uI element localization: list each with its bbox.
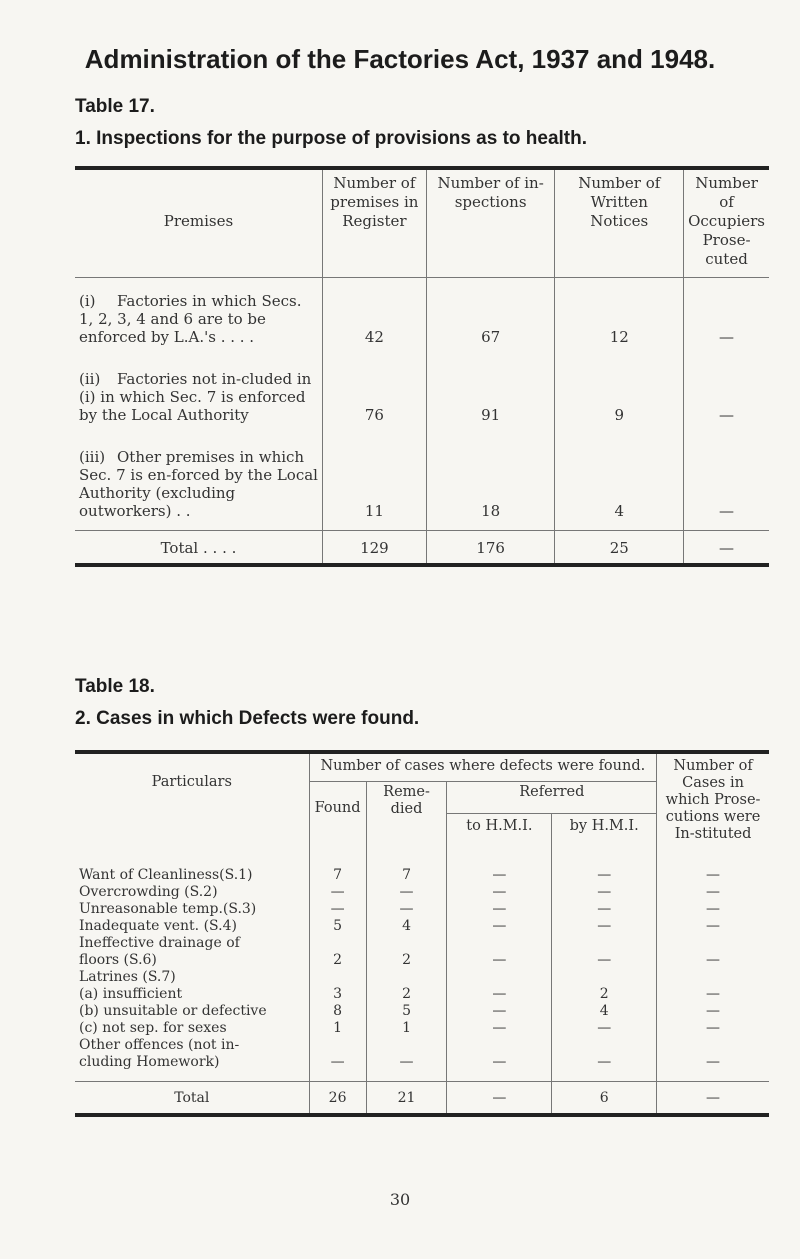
cell-value bbox=[366, 935, 447, 952]
particulars-cell: Inadequate vent. (S.4) bbox=[79, 918, 237, 934]
t18-col-found: Found bbox=[309, 782, 366, 854]
t18-col-remedied: Reme-died bbox=[366, 782, 447, 854]
t18-col-referred: Referred bbox=[447, 782, 657, 814]
cell-value: 2 bbox=[366, 986, 447, 1003]
cell-value: — bbox=[657, 853, 769, 884]
table17 bbox=[75, 166, 769, 567]
table-row bbox=[75, 986, 769, 1003]
cell-value bbox=[552, 969, 657, 986]
cell-value: 25 bbox=[555, 531, 684, 566]
cell-value: 5 bbox=[366, 1003, 447, 1020]
t17-col-premises: Premises bbox=[75, 168, 322, 278]
page-title: Administration of the Factories Act, 1937 and 1948. bbox=[84, 44, 716, 74]
cell-value: 11 bbox=[322, 434, 426, 531]
cell-value: 2 bbox=[366, 952, 447, 969]
page-number: 30 bbox=[389, 1190, 411, 1209]
row-text: Factories in which Secs. 1, 2, 3, 4 and 6 are to be enforced by L.A.'s . . . . bbox=[79, 292, 302, 346]
particulars-cell: (c) not sep. for sexes bbox=[79, 1020, 227, 1036]
cell-value: — bbox=[366, 901, 447, 918]
cell-value bbox=[366, 969, 447, 986]
t18-col-particulars: Particulars bbox=[151, 774, 232, 790]
table-row bbox=[75, 952, 769, 969]
cell-value: 6 bbox=[552, 1082, 657, 1116]
table17-label: Table 17. bbox=[75, 96, 155, 117]
cell-value: — bbox=[447, 1082, 552, 1116]
cell-value: — bbox=[447, 986, 552, 1003]
table-row bbox=[75, 884, 769, 901]
cell-value bbox=[447, 935, 552, 952]
cell-value: — bbox=[309, 901, 366, 918]
cell-value: 4 bbox=[366, 918, 447, 935]
cell-value bbox=[657, 935, 769, 952]
cell-value: — bbox=[447, 901, 552, 918]
cell-value: — bbox=[552, 1020, 657, 1037]
cell-value: — bbox=[552, 884, 657, 901]
cell-value bbox=[552, 1037, 657, 1054]
t18-col-prosecutions: Number of Cases in which Prose-cutions were In-stituted bbox=[657, 752, 769, 853]
row-number: (ii) bbox=[79, 370, 101, 388]
cell-value: — bbox=[657, 1054, 769, 1082]
cell-value: 8 bbox=[309, 1003, 366, 1020]
table-row bbox=[75, 969, 769, 986]
cell-value: — bbox=[684, 356, 769, 434]
cell-value: — bbox=[684, 531, 769, 566]
row-text: Other premises in which Sec. 7 is en-forced by the Local Authority (excluding outworkers) . . bbox=[79, 448, 318, 520]
cell-value bbox=[447, 1037, 552, 1054]
particulars-cell: Ineffective drainage of bbox=[79, 935, 240, 951]
cell-value: 2 bbox=[552, 986, 657, 1003]
cell-value: 67 bbox=[426, 278, 555, 357]
cell-value: 176 bbox=[426, 531, 555, 566]
cell-value bbox=[552, 935, 657, 952]
cell-value: — bbox=[657, 918, 769, 935]
cell-value: 7 bbox=[309, 853, 366, 884]
cell-value: — bbox=[657, 884, 769, 901]
table-row bbox=[75, 356, 769, 434]
cell-value: — bbox=[366, 1054, 447, 1082]
particulars-cell: Latrines (S.7) bbox=[79, 969, 176, 985]
cell-value: — bbox=[447, 1054, 552, 1082]
cell-value: — bbox=[657, 952, 769, 969]
cell-value: — bbox=[657, 901, 769, 918]
cell-value: 26 bbox=[309, 1082, 366, 1116]
cell-value: 4 bbox=[555, 434, 684, 531]
table-row bbox=[75, 1003, 769, 1020]
table-row bbox=[75, 853, 769, 884]
row-number: (i) bbox=[79, 292, 96, 310]
t17-col-inspections: Number of in-spections bbox=[426, 168, 555, 278]
row-number: (iii) bbox=[79, 448, 106, 466]
cell-value: 2 bbox=[309, 952, 366, 969]
cell-value: 4 bbox=[552, 1003, 657, 1020]
table18 bbox=[75, 750, 769, 1117]
cell-value: — bbox=[447, 884, 552, 901]
cell-value bbox=[309, 935, 366, 952]
particulars-cell: Unreasonable temp.(S.3) bbox=[79, 901, 257, 917]
row-text: Factories not in-cluded in (i) in which Sec. 7 is enforced by the Local Authority bbox=[79, 370, 312, 424]
cell-value: — bbox=[552, 952, 657, 969]
table-row bbox=[75, 918, 769, 935]
total-label: Total bbox=[75, 1082, 309, 1116]
cell-value: — bbox=[657, 1020, 769, 1037]
t18-col-by-hmi: by H.M.I. bbox=[552, 814, 657, 854]
cell-value bbox=[447, 969, 552, 986]
cell-value: — bbox=[552, 918, 657, 935]
cell-value: — bbox=[684, 278, 769, 357]
table-row bbox=[75, 935, 769, 952]
cell-value: 42 bbox=[322, 278, 426, 357]
cell-value: 91 bbox=[426, 356, 555, 434]
table17-heading: 1. Inspections for the purpose of provisions as to health. bbox=[75, 128, 588, 149]
cell-value: — bbox=[447, 952, 552, 969]
cell-value: 76 bbox=[322, 356, 426, 434]
table-row bbox=[75, 1020, 769, 1037]
table-row bbox=[75, 278, 769, 357]
t17-col-premises-register: Number of premises in Register bbox=[322, 168, 426, 278]
cell-value: 12 bbox=[555, 278, 684, 357]
cell-value: 129 bbox=[322, 531, 426, 566]
total-label: Total . . . . bbox=[75, 531, 322, 566]
particulars-cell: Want of Cleanliness(S.1) bbox=[79, 867, 253, 883]
cell-value bbox=[657, 969, 769, 986]
cell-value: 18 bbox=[426, 434, 555, 531]
table-row bbox=[75, 1037, 769, 1054]
cell-value: — bbox=[447, 1020, 552, 1037]
total-row bbox=[75, 531, 769, 566]
cell-value: — bbox=[657, 1003, 769, 1020]
particulars-cell: Other offences (not in- bbox=[79, 1037, 240, 1053]
cell-value: 3 bbox=[309, 986, 366, 1003]
t17-col-notices: Number of Written Notices bbox=[555, 168, 684, 278]
cell-value bbox=[657, 1037, 769, 1054]
cell-value bbox=[309, 1037, 366, 1054]
cell-value: — bbox=[657, 1082, 769, 1116]
t18-col-group: Number of cases where defects were found. bbox=[309, 752, 657, 782]
particulars-cell: Overcrowding (S.2) bbox=[79, 884, 218, 900]
particulars-cell: cluding Homework) bbox=[79, 1054, 220, 1070]
cell-value: — bbox=[309, 884, 366, 901]
table18-heading: 2. Cases in which Defects were found. bbox=[75, 708, 420, 729]
table-row bbox=[75, 434, 769, 531]
t17-col-prosecuted: Number of Occupiers Prose-cuted bbox=[684, 168, 769, 278]
cell-value: — bbox=[552, 901, 657, 918]
cell-value: — bbox=[366, 884, 447, 901]
cell-value: 1 bbox=[309, 1020, 366, 1037]
particulars-cell: (a) insufficient bbox=[79, 986, 183, 1002]
cell-value: 21 bbox=[366, 1082, 447, 1116]
cell-value bbox=[309, 969, 366, 986]
cell-value: 7 bbox=[366, 853, 447, 884]
cell-value: — bbox=[657, 986, 769, 1003]
t18-col-to-hmi: to H.M.I. bbox=[447, 814, 552, 854]
cell-value: — bbox=[552, 853, 657, 884]
cell-value: 5 bbox=[309, 918, 366, 935]
table18-label: Table 18. bbox=[75, 676, 155, 697]
table-row bbox=[75, 901, 769, 918]
total-row bbox=[75, 1082, 769, 1116]
particulars-cell: (b) unsuitable or defective bbox=[79, 1003, 267, 1019]
cell-value: — bbox=[309, 1054, 366, 1082]
cell-value: — bbox=[552, 1054, 657, 1082]
cell-value: — bbox=[684, 434, 769, 531]
particulars-cell: floors (S.6) bbox=[79, 952, 157, 968]
cell-value: — bbox=[447, 853, 552, 884]
cell-value: — bbox=[447, 1003, 552, 1020]
cell-value: 1 bbox=[366, 1020, 447, 1037]
cell-value: — bbox=[447, 918, 552, 935]
table-row bbox=[75, 1054, 769, 1082]
cell-value: 9 bbox=[555, 356, 684, 434]
cell-value bbox=[366, 1037, 447, 1054]
